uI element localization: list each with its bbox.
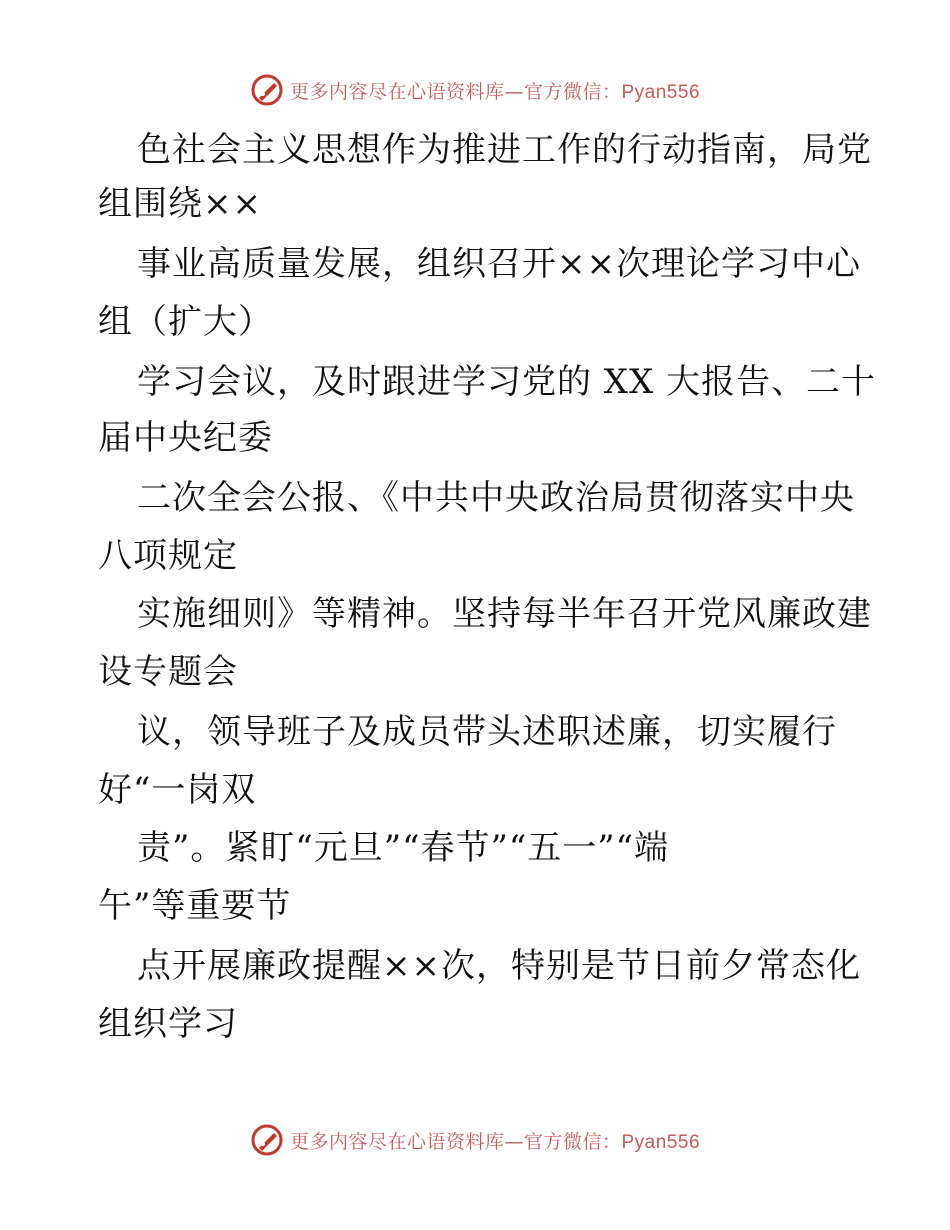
header-banner-label: 官方微信： <box>523 80 622 103</box>
text-line: 二次全会公报、《中共中央政治局贯彻落实中央 <box>137 478 855 518</box>
header-banner-dash: — <box>504 80 524 103</box>
footer-banner <box>0 1120 950 1160</box>
text-line: 组（扩大） <box>98 302 273 342</box>
header-banner <box>0 70 950 110</box>
text-line: 组围绕×× <box>98 184 262 224</box>
text-line: 事业高质量发展，组织召开××次理论学习中心 <box>137 244 861 284</box>
text-line: 八项规定 <box>98 536 238 576</box>
footer-banner-dash: — <box>504 1130 524 1153</box>
text-line: 学习会议，及时跟进学习党的 XX 大报告、二十 <box>137 362 877 402</box>
header-banner-slogan: 更多内容尽在心语资料库 <box>289 80 505 103</box>
footer-banner-slogan: 更多内容尽在心语资料库 <box>289 1130 505 1153</box>
text-line: 议，领导班子及成员带头述职述廉，切实履行 <box>137 712 837 752</box>
pen-logo-icon <box>250 1123 284 1157</box>
footer-banner-text <box>290 1127 700 1154</box>
text-line: 色社会主义思想作为推进工作的行动指南，局党 <box>137 130 872 170</box>
header-banner-text <box>290 77 700 104</box>
pen-logo-icon <box>250 73 284 107</box>
header-wechat-id: Pyan556 <box>621 81 701 103</box>
footer-banner-label: 官方微信： <box>523 1130 622 1153</box>
text-line: 午”等重要节 <box>98 886 292 926</box>
text-line: 点开展廉政提醒××次，特别是节日前夕常态化 <box>137 946 861 986</box>
text-line: 届中央纪委 <box>98 418 273 458</box>
text-line: 好“一岗双 <box>98 770 257 810</box>
text-line: 设专题会 <box>98 652 238 692</box>
text-line: 组织学习 <box>98 1004 238 1044</box>
text-line: 实施细则》等精神。坚持每半年召开党风廉政建 <box>137 594 872 634</box>
footer-wechat-id: Pyan556 <box>621 1131 701 1153</box>
text-line: 责”。紧盯“元旦”“春节”“五一”“端 <box>137 828 670 868</box>
